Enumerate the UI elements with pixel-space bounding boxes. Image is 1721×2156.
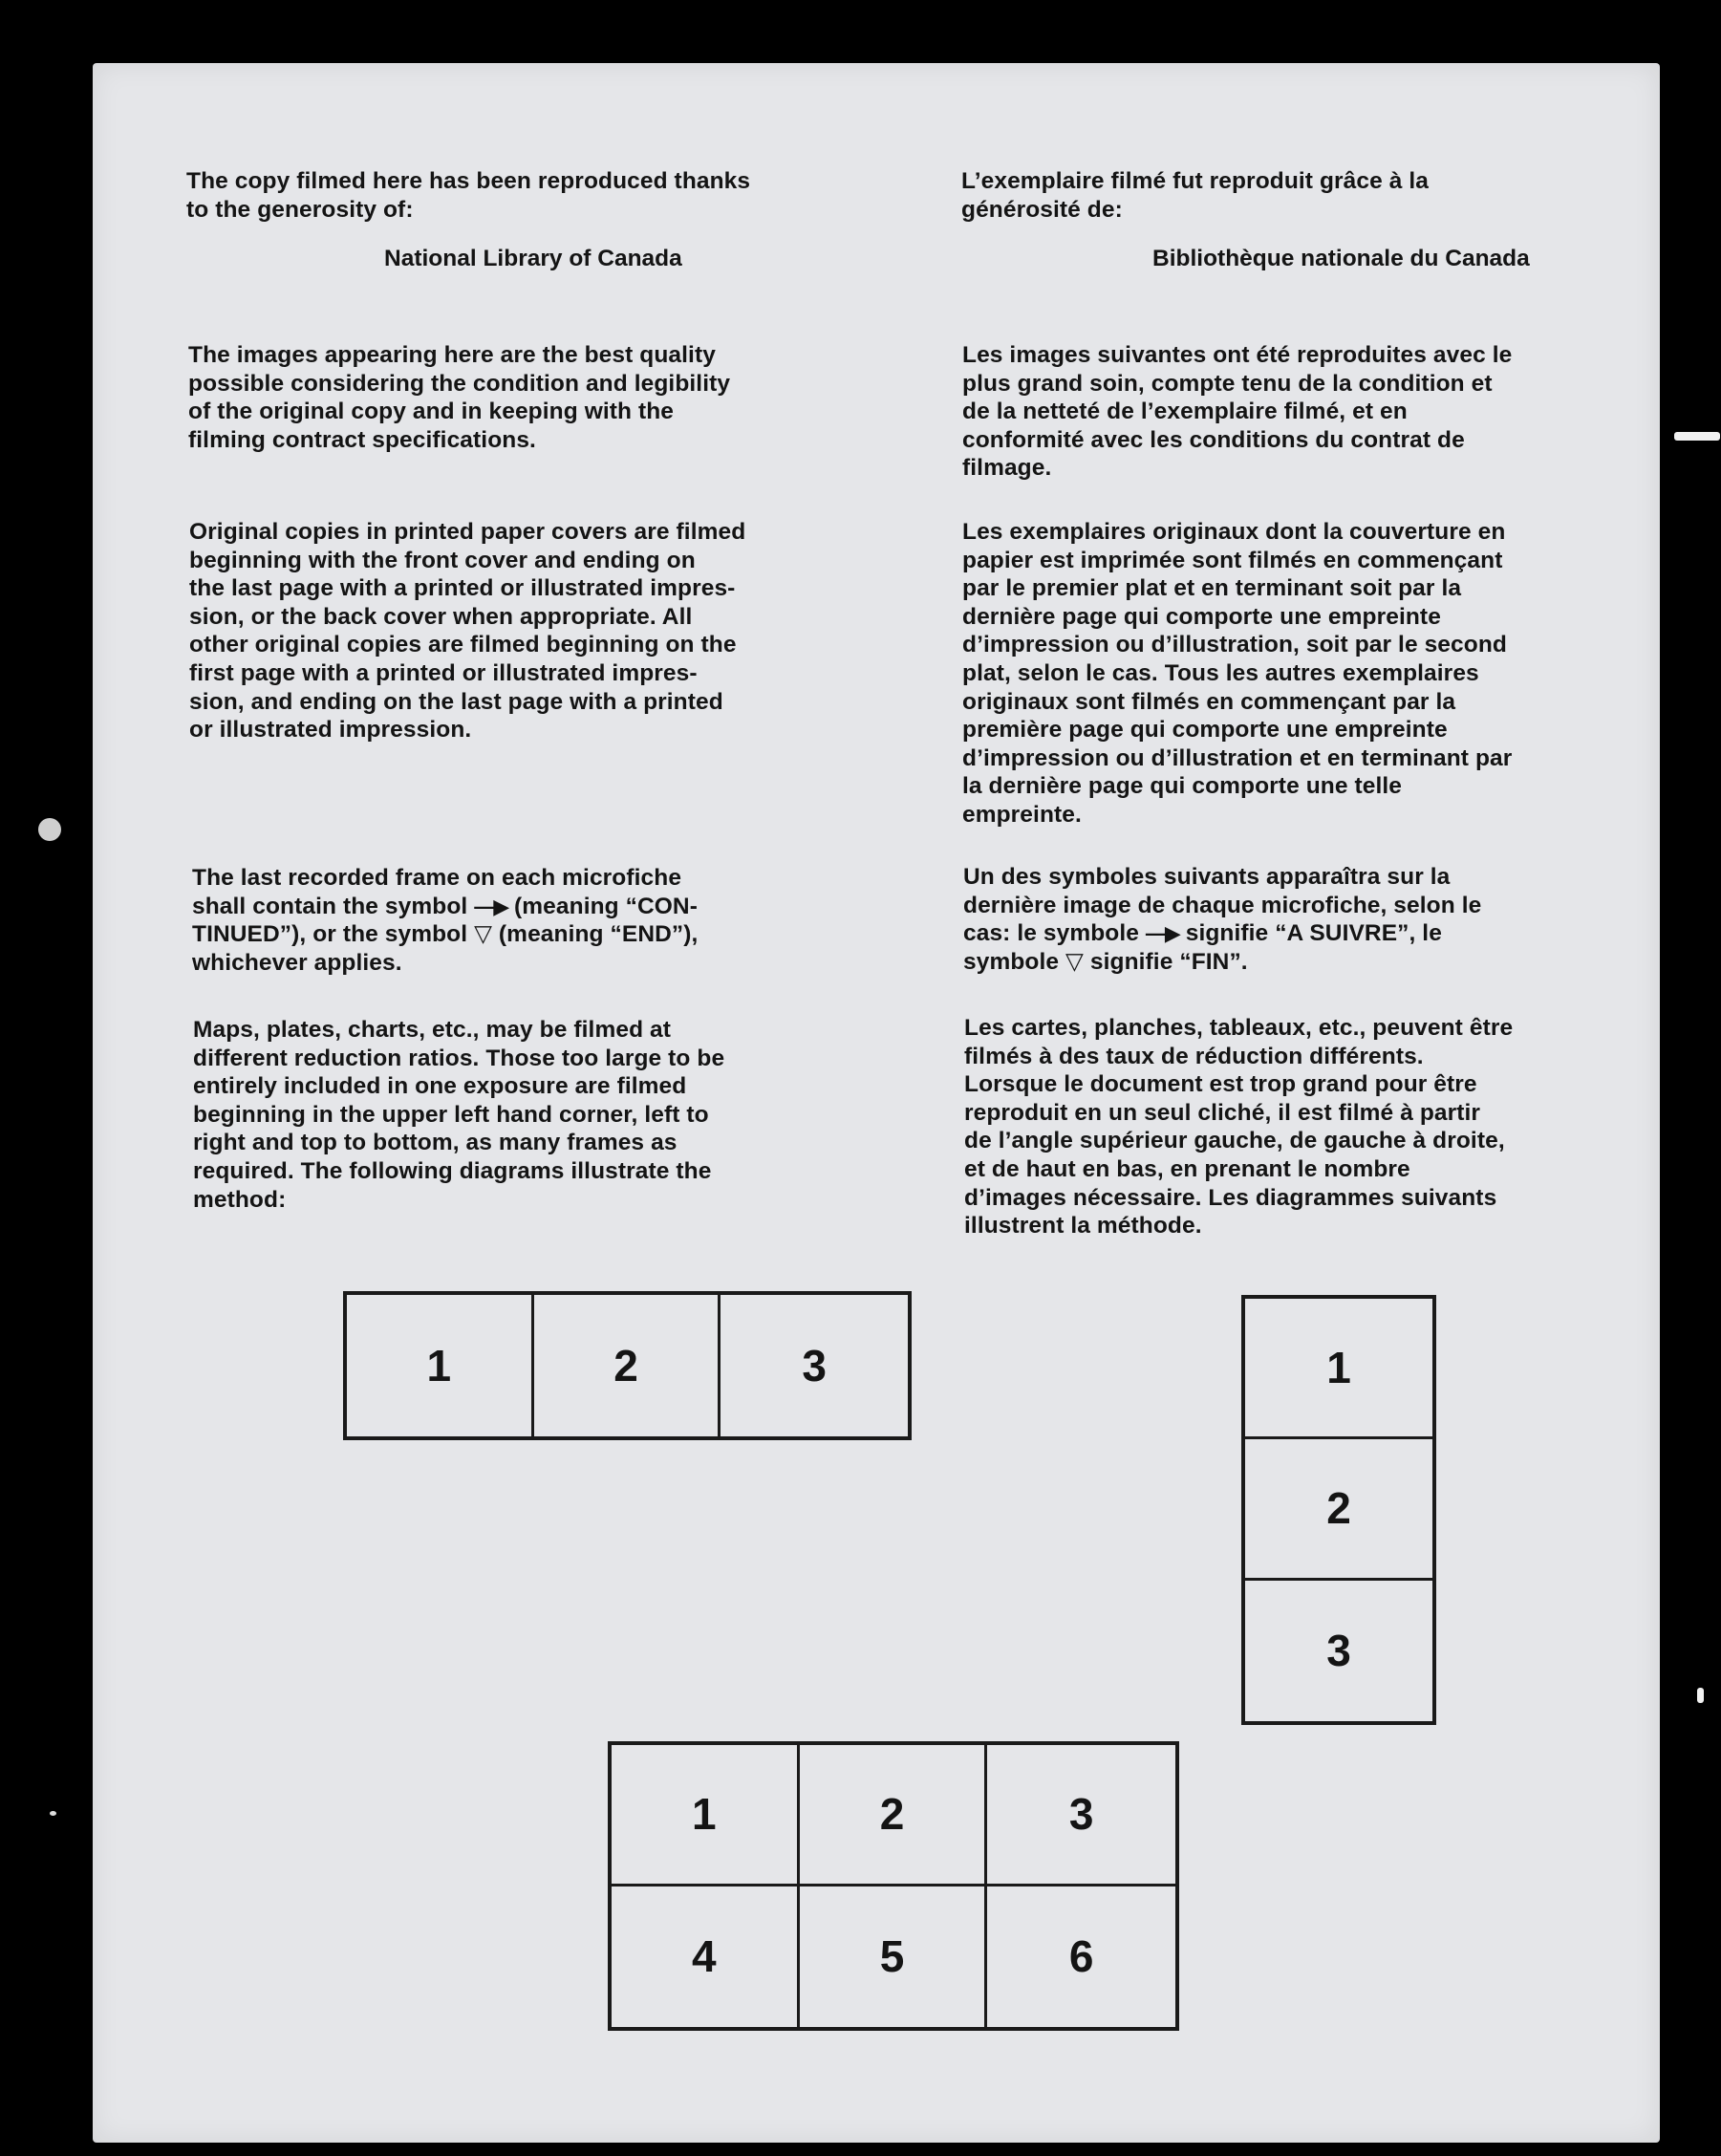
en-covers-paragraph: Original copies in printed paper covers are filmed beginning with the front cover and ending on the last page with a printed or illustrated impres- sion, or the back cover when appropriate. All other original copies are filmed beginning on the first page with a printed or illustrated impres- sion, and ending on the last page with a printed or illustrated impression. xyxy=(189,519,746,744)
grid-frame-diagram xyxy=(608,1741,1179,2031)
dust-speck xyxy=(1697,1688,1704,1703)
frame-cell: 1 xyxy=(612,1745,800,1886)
frame-cell: 6 xyxy=(1068,1931,1094,1982)
fr-covers-paragraph: Les exemplaires originaux dont la couverture en papier est imprimée sont filmés en commençant par le premier plat et en terminant soit par la dernière page qui comporte une empreinte d’impression ou d’illustration, soit par le second plat, selon le cas. Tous les autres exemplaires originaux sont filmés en commençant par la première page qui comporte une empreinte d’impression ou d’illustration et en terminant par la dernière page qui comporte une telle empreinte. xyxy=(962,519,1513,828)
frame-cell: 2 xyxy=(800,1745,988,1886)
continued-arrow-icon: —▶ xyxy=(1145,921,1179,946)
dust-speck xyxy=(1674,432,1720,441)
frame-cell: 1 xyxy=(1245,1299,1432,1439)
end-triangle-icon: ▽ xyxy=(1065,948,1084,975)
en-symbols-paragraph: The last recorded frame on each microfiche shall contain the symbol —▶ (meaning “CON- TINUED”), or the symbol ▽ (meaning “END”), whichever applies. xyxy=(192,865,699,976)
frame-cell: 2 xyxy=(1245,1439,1432,1580)
fr-credit: L’exemplaire filmé fut reproduit grâce à la générosité de: xyxy=(961,168,1430,223)
en-quality-paragraph: The images appearing here are the best quality possible considering the condition and legibility of the original copy and in keeping with the filming contract specifications. xyxy=(188,342,731,453)
frame-cell: 3 xyxy=(802,1341,827,1391)
frame-cell: 1 xyxy=(347,1295,534,1436)
dust-speck xyxy=(38,818,61,841)
en-institution: National Library of Canada xyxy=(384,246,682,271)
vertical-frame-diagram xyxy=(1241,1295,1436,1725)
fr-maps-paragraph: Les cartes, planches, tableaux, etc., peuvent être filmés à des taux de réduction différents. Lorsque le document est trop grand pour être reproduit en un seul cliché, il est filmé à partir de l’angle supérieur gauche, de gauche à droite, et de haut en bas, en prenant le nombre d’images nécessaire. Les diagrammes suivants illustrent la méthode. xyxy=(964,1015,1514,1240)
en-maps-paragraph: Maps, plates, charts, etc., may be filmed at different reduction ratios. Those too large to be entirely included in one exposure are filmed beginning in the upper left hand corner, left to right and top to bottom, as many frames as required. The following diagrams illustrate the method: xyxy=(193,1017,725,1213)
fr-quality-paragraph: Les images suivantes ont été reproduites avec le plus grand soin, compte tenu de la condition et de la netteté de l’exemplaire filmé, et en conformité avec les conditions du contrat de filmage. xyxy=(962,342,1513,482)
frame-cell: 5 xyxy=(800,1886,988,2028)
frame-cell: 3 xyxy=(987,1745,1175,1886)
horizontal-frame-diagram xyxy=(343,1291,912,1440)
frame-cell: 2 xyxy=(534,1295,721,1436)
fr-symbols-paragraph: Un des symboles suivants apparaîtra sur la dernière image de chaque microfiche, selon le cas: le symbole —▶ signifie “A SUIVRE”, le symbole ▽ signifie “FIN”. xyxy=(963,864,1482,975)
continued-arrow-icon: —▶ xyxy=(474,894,508,918)
dust-speck xyxy=(50,1811,56,1816)
frame-cell: 4 xyxy=(612,1886,800,2028)
end-triangle-icon: ▽ xyxy=(474,921,493,948)
frame-cell: 3 xyxy=(1326,1626,1351,1676)
fr-institution: Bibliothèque nationale du Canada xyxy=(1152,246,1530,271)
en-credit: The copy filmed here has been reproduced thanks to the generosity of: xyxy=(186,168,751,223)
